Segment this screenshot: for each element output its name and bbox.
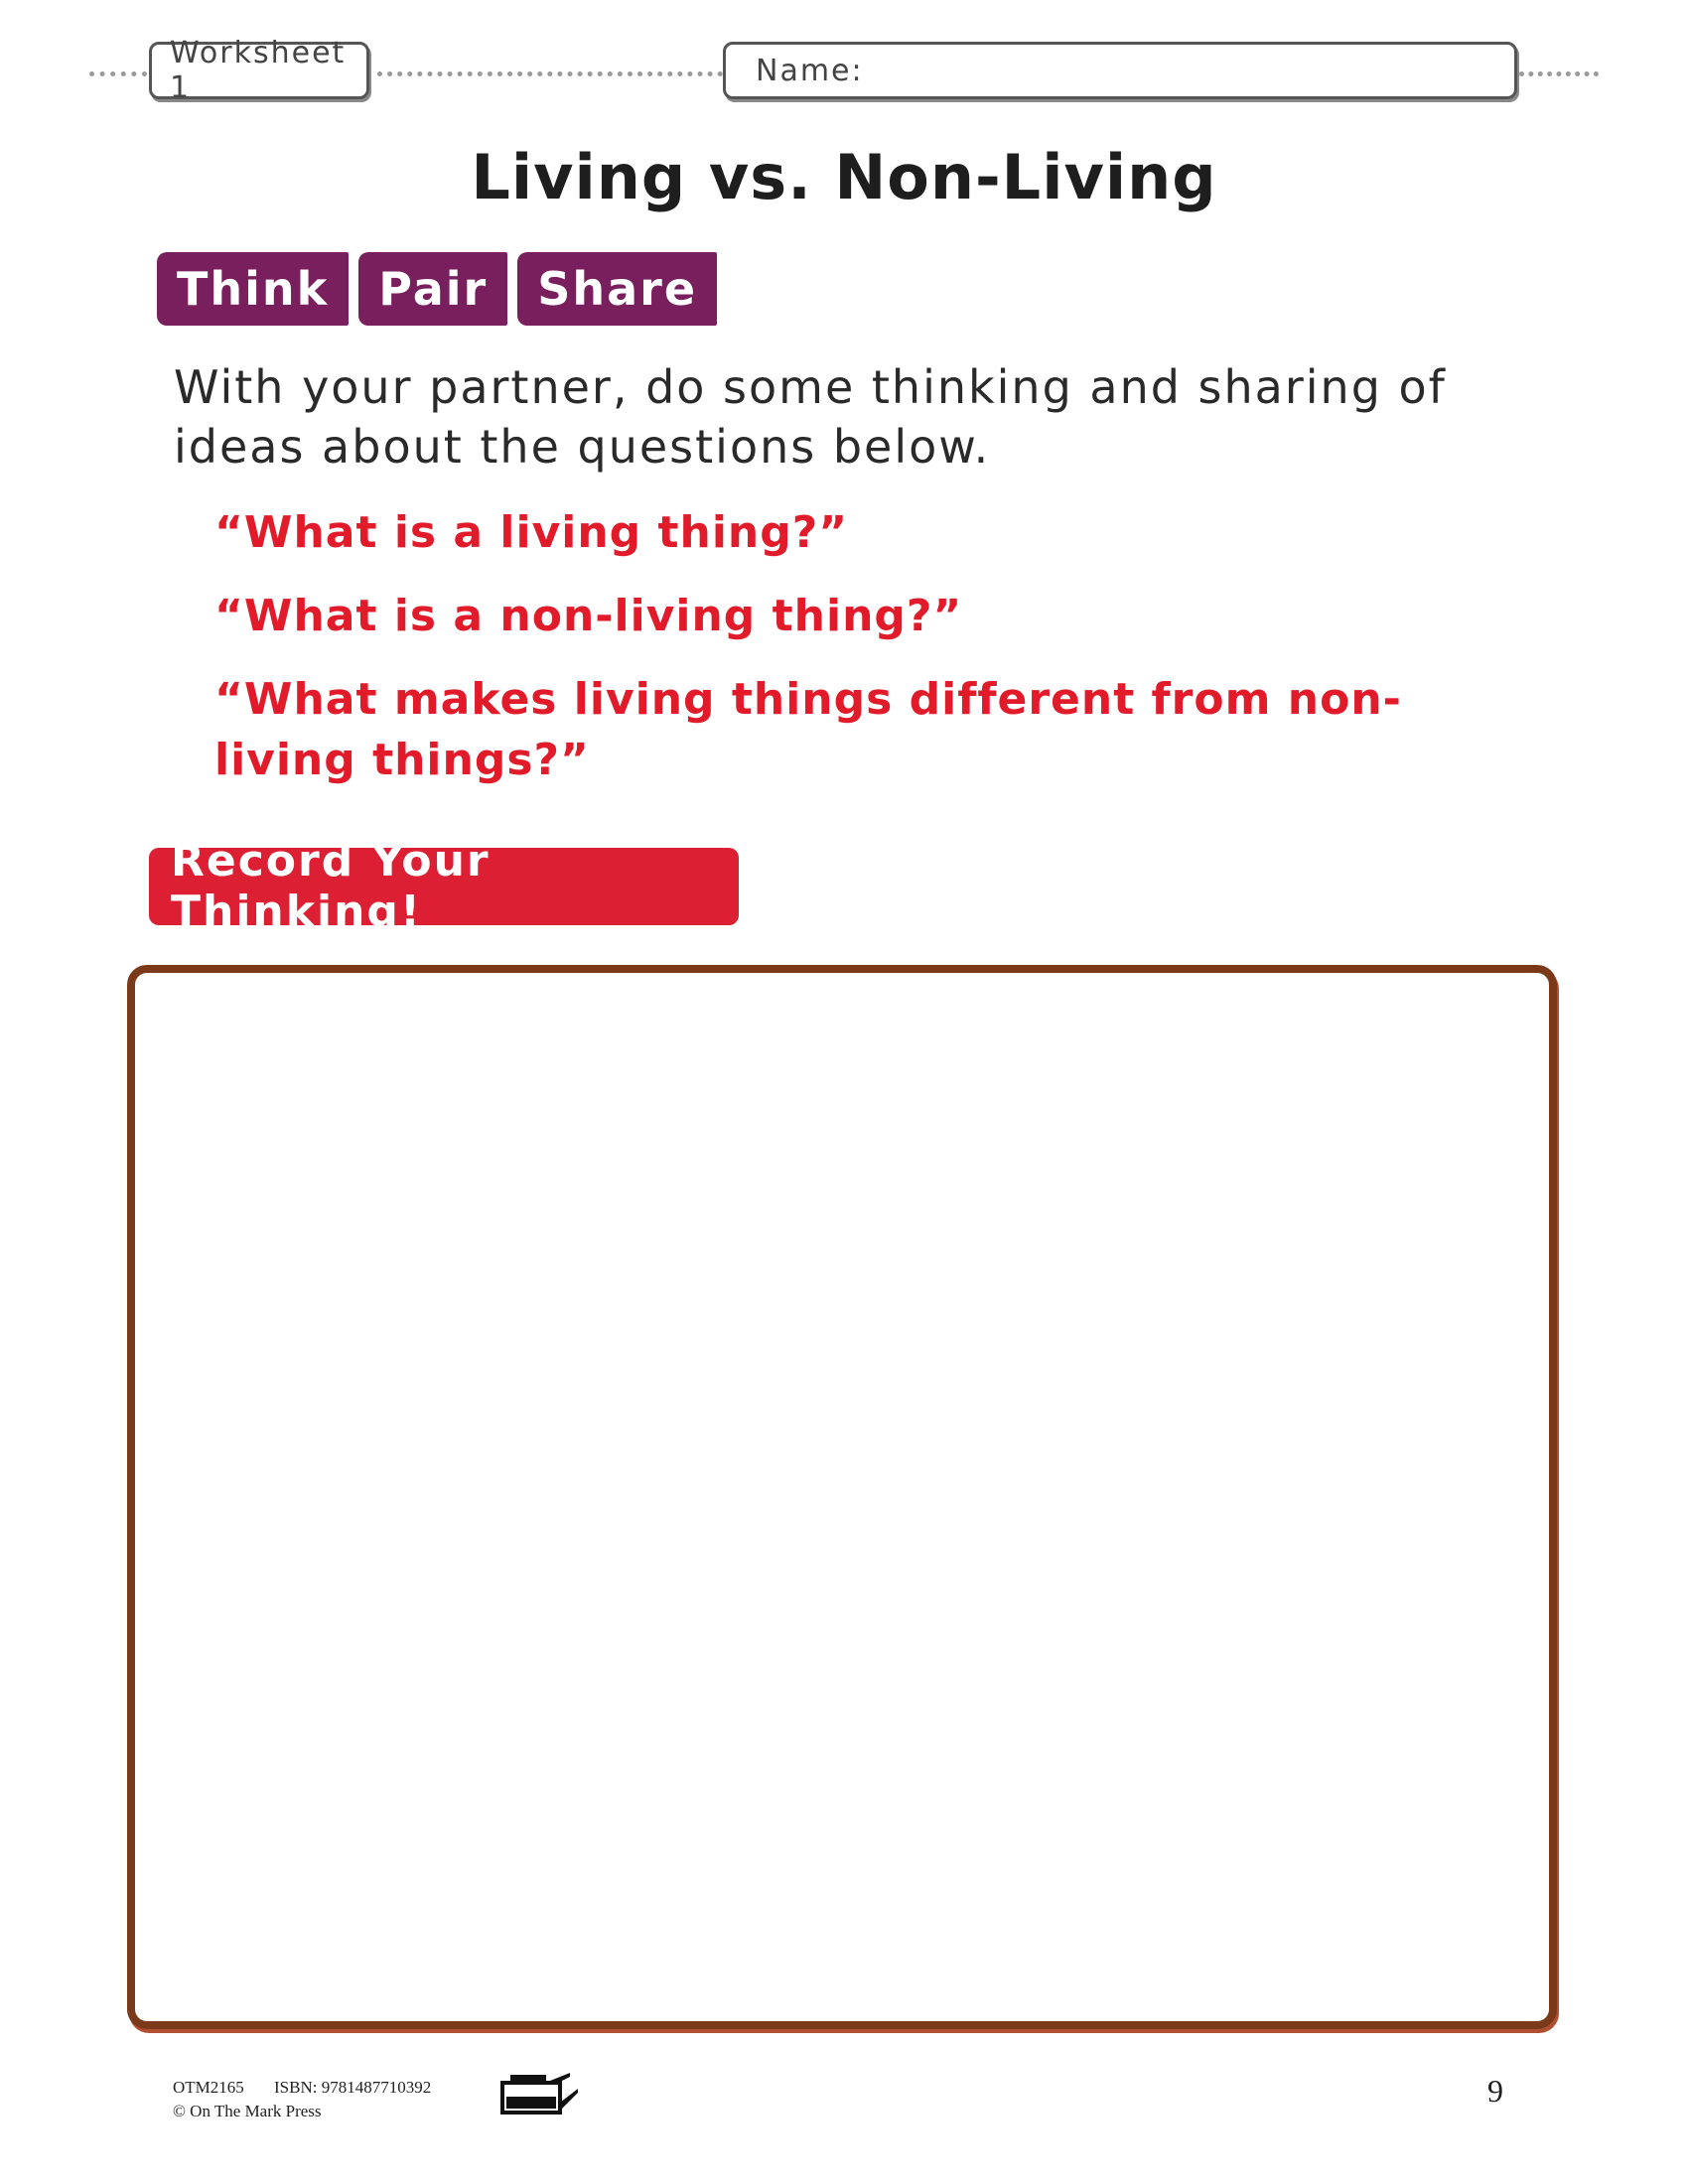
- answer-writing-box[interactable]: [127, 965, 1557, 2029]
- share-label: Share: [517, 252, 717, 326]
- question-3: “What makes living things different from non-living things?”: [214, 674, 1402, 785]
- name-label: Name:: [756, 53, 864, 88]
- think-pair-share-banner: [157, 252, 717, 326]
- page-title: Living vs. Non-Living: [471, 141, 1217, 213]
- footer-copyright: © On The Mark Press: [173, 2102, 322, 2120]
- header-dots-left: [89, 71, 147, 76]
- header-dots-right: [1519, 71, 1599, 76]
- think-label: Think: [157, 252, 349, 326]
- page-number: 9: [1487, 2073, 1503, 2109]
- footer-code: OTM2165: [173, 2078, 244, 2097]
- name-field[interactable]: [723, 42, 1517, 99]
- pair-label: Pair: [358, 252, 507, 326]
- worksheet-label: Worksheet 1: [170, 36, 347, 105]
- header-dots-middle: [377, 71, 723, 76]
- record-your-thinking-banner: Record Your Thinking!: [149, 848, 739, 925]
- photocopier-icon: [500, 2073, 580, 2118]
- instructions-text: With your partner, do some thinking and sharing of ideas about the questions below.: [174, 360, 1447, 474]
- question-2: “What is a non-living thing?”: [214, 591, 963, 641]
- worksheet-label-box: [149, 36, 369, 105]
- question-1: “What is a living thing?”: [214, 507, 849, 558]
- footer-isbn: ISBN: 9781487710392: [274, 2078, 432, 2097]
